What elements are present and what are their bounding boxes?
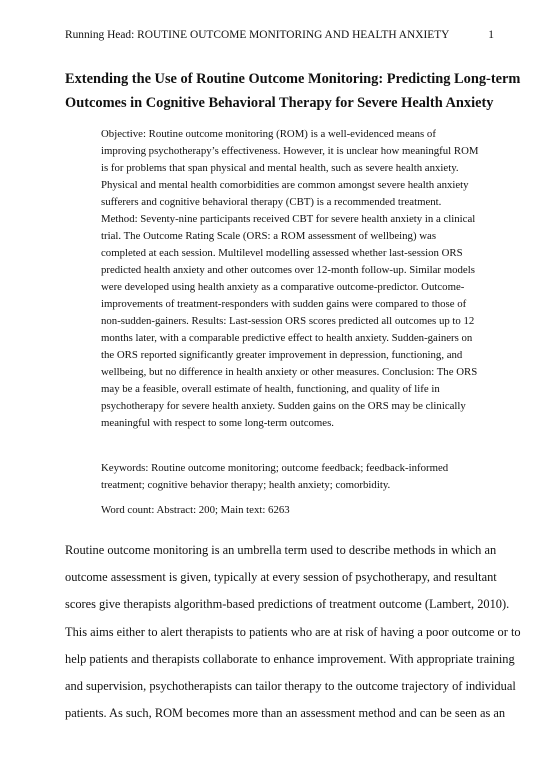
abstract-line: may be a feasible, overall estimate of health, functioning, and quality of life in (101, 383, 440, 395)
keywords-line: Keywords: Routine outcome monitoring; outcome feedback; feedback-informed (101, 462, 449, 474)
page-number: 1 (488, 29, 494, 41)
abstract-line: wellbeing, but no difference in health anxiety or other measures. Conclusion: The ORS (101, 366, 478, 378)
body-line: Routine outcome monitoring is an umbrella term used to describe methods in which an (65, 543, 497, 557)
title-line: Extending the Use of Routine Outcome Monitoring: Predicting Long-term (65, 71, 521, 87)
word-count: Word count: Abstract: 200; Main text: 6263 (101, 504, 290, 516)
abstract-line: were developed using health anxiety as a comparative outcome-predictor. Outcome- (101, 281, 465, 293)
abstract (101, 126, 479, 432)
paper-title (65, 67, 521, 115)
abstract-line: improvements of treatment-responders with sudden gains were compared to those of (101, 298, 467, 310)
abstract-line: meaningful with respect to some long-term outcomes. (101, 417, 334, 429)
abstract-line: completed at each session. Multilevel modelling assessed whether last-session ORS (101, 247, 463, 259)
abstract-line: Method: Seventy-nine participants received CBT for severe health anxiety in a clinical (101, 213, 476, 225)
abstract-line: predicted health anxiety and other outcomes over 12-month follow-up. Similar models (101, 264, 475, 276)
body-text (65, 537, 521, 727)
abstract-line: trial. The Outcome Rating Scale (ORS: a ROM assessment of wellbeing) was (101, 230, 437, 242)
body-line: outcome assessment is given, typically at every session of psychotherapy, and resultant (65, 570, 497, 585)
abstract-line: psychotherapy for severe health anxiety. Sudden gains on the ORS may be clinically (101, 400, 466, 412)
abstract-line: is for problems that span physical and mental health, such as severe health anxiety. (101, 162, 459, 174)
body-line: and supervision, psychotherapists can tailor therapy to the outcome trajectory of individual (65, 679, 516, 694)
keywords (101, 460, 449, 494)
running-header (65, 28, 494, 42)
body-line: This aims either to alert therapists to patients who are at risk of having a poor outcome or to (65, 624, 521, 639)
body-line: help patients and therapists collaborate to enhance improvement. With appropriate training (65, 651, 515, 666)
abstract-line: Physical and mental health comorbidities are common amongst severe health anxiety (101, 179, 469, 191)
abstract-line: non-sudden-gainers. Results: Last-session ORS scores predicted all outcomes up to 12 (101, 315, 475, 327)
body-line: patients. As such, ROM becomes more than an assessment method and can be seen as an (65, 706, 506, 721)
abstract-line: improving psychotherapy’s effectiveness. However, it is unclear how meaningful ROM (101, 145, 479, 157)
keywords-line: treatment; cognitive behavior therapy; health anxiety; comorbidity. (101, 479, 391, 491)
running-head: Running Head: ROUTINE OUTCOME MONITORING AND HEALTH ANXIETY (65, 29, 450, 41)
abstract-line: months later, with a comparable predictive effect to health anxiety. Sudden-gainers on (101, 332, 473, 344)
abstract-line: sufferers and cognitive behavioral therapy (CBT) is a recommended treatment. (101, 196, 442, 208)
abstract-line: Objective: Routine outcome monitoring (ROM) is a well-evidenced means of (101, 128, 436, 140)
body-line: scores give therapists algorithm-based predictions of treatment outcome (Lambert, 2010). (65, 597, 510, 612)
abstract-line: the ORS reported significantly greater improvement in depression, functioning, and (101, 349, 463, 361)
title-line: Outcomes in Cognitive Behavioral Therapy for Severe Health Anxiety (65, 95, 494, 111)
